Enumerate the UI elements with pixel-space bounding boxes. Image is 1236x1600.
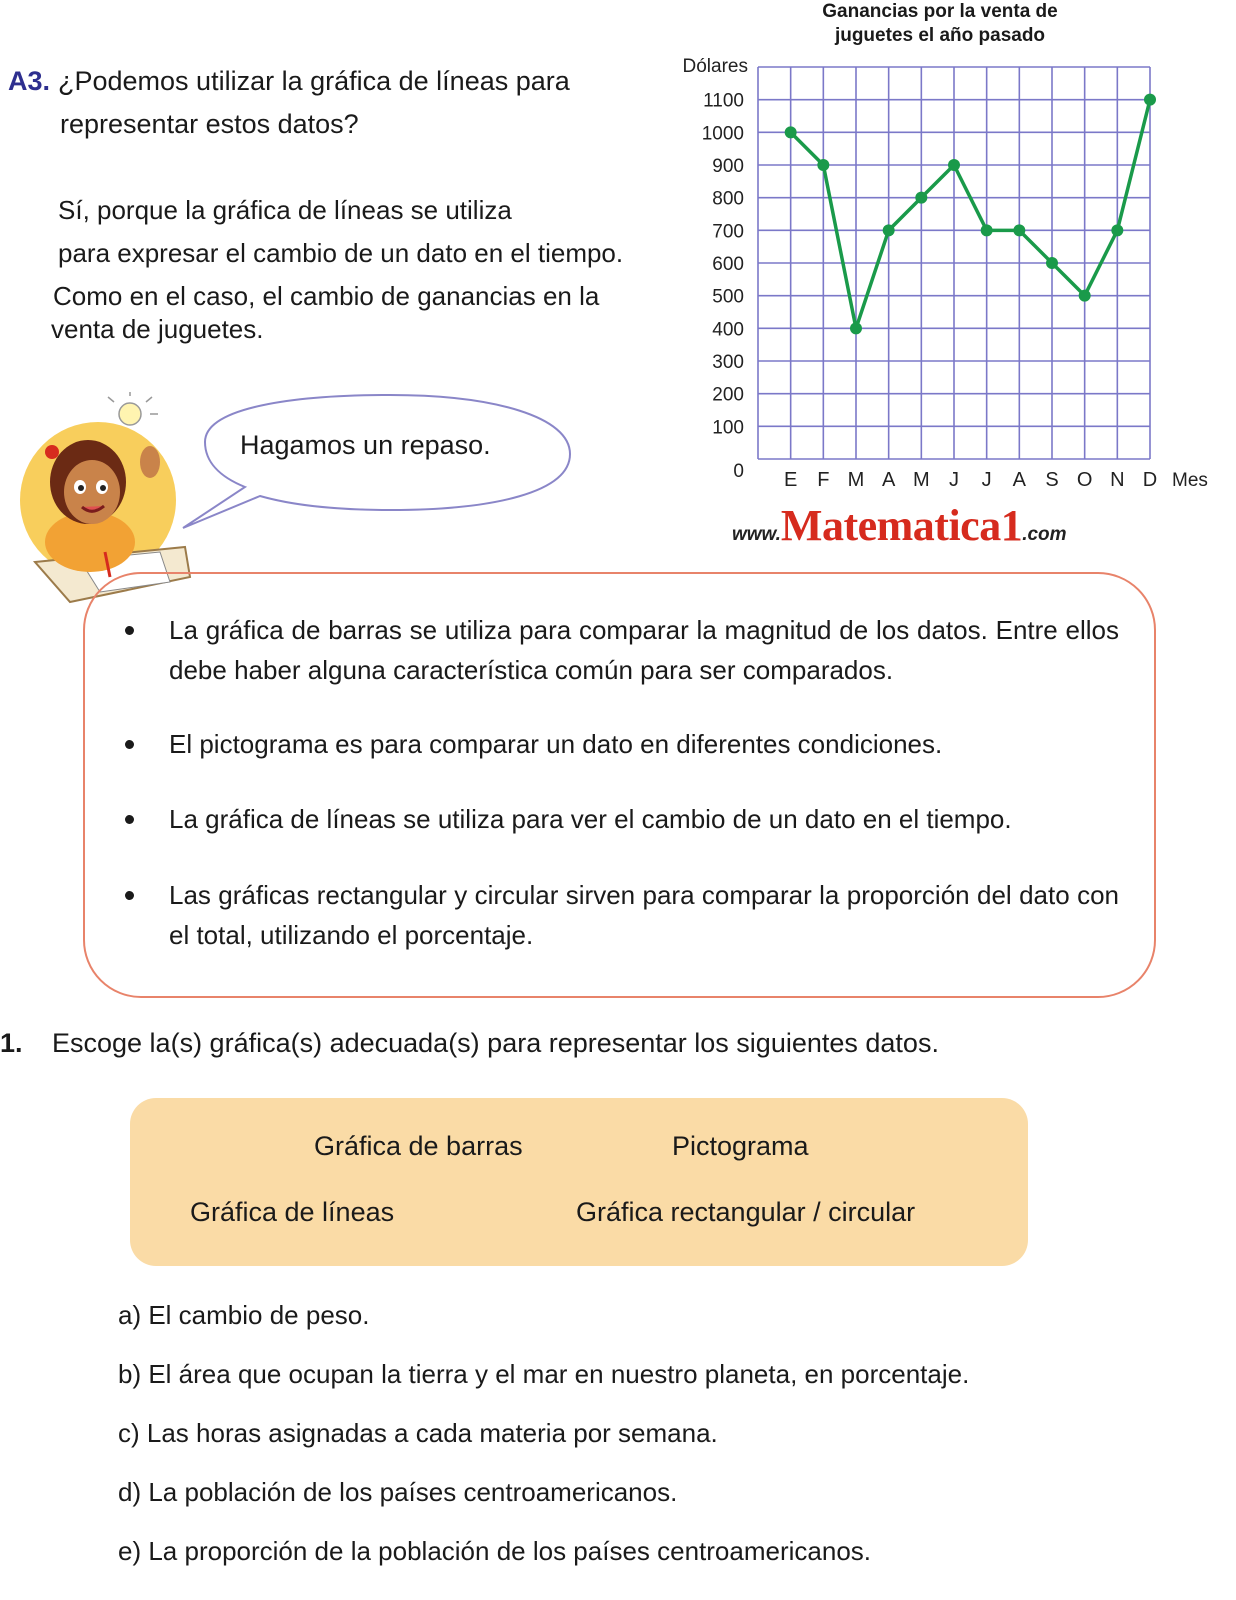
x-tick-label: F	[817, 469, 830, 491]
exercise-item-b: b) El área que ocupan la tierra y el mar en nuestro planeta, en porcentaje.	[118, 1359, 970, 1389]
x-tick-label: E	[783, 469, 798, 491]
chart-y-ticks	[702, 91, 744, 482]
bullet-dot-icon	[125, 740, 134, 749]
answer-line-2: para expresar el cambio de un dato en el tiempo.	[58, 238, 624, 268]
question-line-1: ¿Podemos utilizar la gráfica de líneas para	[58, 66, 570, 96]
data-point	[915, 192, 927, 204]
chart-x-ticks	[784, 469, 1157, 491]
y-tick-label: 200	[712, 384, 744, 406]
data-point	[981, 224, 993, 236]
series-points	[785, 94, 1156, 335]
bullet-dot-icon	[125, 815, 134, 824]
series-line	[791, 100, 1150, 329]
x-tick-label: A	[881, 469, 896, 491]
data-point	[1079, 290, 1091, 302]
y-tick-label: 300	[712, 352, 744, 373]
data-point	[948, 159, 960, 171]
x-tick-label: J	[949, 469, 959, 491]
exercise-item-d: d) La población de los países centroamericanos.	[118, 1477, 678, 1507]
option-rect-circle-chart: Gráfica rectangular / circular	[576, 1197, 916, 1227]
option-bar-chart: Gráfica de barras	[314, 1131, 523, 1161]
y-tick-label: 800	[712, 188, 744, 210]
answer-line-1: Sí, porque la gráfica de líneas se utiliza	[58, 195, 512, 225]
logo-suffix: .com	[1022, 524, 1067, 545]
data-point	[850, 322, 862, 334]
y-tick-label: 100	[712, 417, 744, 439]
line-chart	[660, 0, 1236, 500]
speech-bubble	[175, 392, 575, 532]
answer-line-4: venta de juguetes.	[51, 314, 264, 344]
site-logo[interactable]	[732, 500, 1067, 551]
review-box: La gráfica de barras se utiliza para comparar la magnitud de los datos. Entre ellos debe haber alguna característica común para ser comparados. El pictograma es para comparar un dato en diferentes condiciones. La gráfica de líneas se utiliza para ver el cambio de un dato en el tiempo. Las gráficas rectangular y circular sirven para comparar la proporción del dato con el total, utilizando el porcentaje.	[83, 572, 1156, 998]
y-tick-label: 400	[712, 319, 744, 341]
chart-y-label: Dólares	[682, 56, 748, 77]
logo-name: Matematica1	[780, 501, 1023, 550]
y-tick-label: 600	[712, 254, 744, 275]
x-tick-label: M	[847, 469, 865, 491]
x-tick-label: N	[1110, 469, 1125, 491]
chart-x-label: Mes	[1172, 470, 1208, 491]
exercise-number: 1.	[0, 1028, 23, 1058]
exercise-item-e: e) La proporción de la población de los países centroamericanos.	[118, 1536, 872, 1566]
data-point	[1111, 224, 1123, 236]
x-tick-label: A	[1012, 469, 1027, 491]
chart-options-box	[130, 1098, 1028, 1266]
logo-prefix: www.	[732, 524, 781, 545]
answer-line-3: Como en el caso, el cambio de ganancias en la	[53, 281, 600, 311]
y-tick-label: 1000	[701, 123, 744, 145]
option-pictogram: Pictograma	[672, 1131, 809, 1161]
y-tick-label: 500	[712, 286, 744, 308]
data-point	[785, 126, 797, 138]
bullet-dot-icon	[125, 626, 134, 635]
exercise-item-a: a) El cambio de peso.	[118, 1300, 370, 1330]
lightbulb-icon	[119, 403, 141, 425]
y-tick-label: 900	[712, 156, 744, 177]
chart-title-line-2: juguetes el año pasado	[834, 25, 1046, 46]
data-point	[817, 159, 829, 171]
question-line-2: representar estos datos?	[60, 109, 359, 139]
speech-bubble-text: Hagamos un repaso.	[240, 430, 491, 460]
x-tick-label: M	[912, 469, 930, 491]
exercise-instruction: Escoge la(s) gráfica(s) adecuada(s) para representar los siguientes datos.	[52, 1028, 939, 1058]
data-point	[1144, 94, 1156, 106]
y-tick-label: 0	[733, 461, 744, 482]
x-tick-label: O	[1076, 469, 1093, 491]
option-line-chart: Gráfica de líneas	[190, 1197, 395, 1227]
chart-title-line-1: Ganancias por la venta de	[822, 1, 1058, 22]
exercise-item-c: c) Las horas asignadas a cada materia por semana.	[118, 1418, 718, 1448]
bullet-dot-icon	[125, 891, 134, 900]
question-label: A3.	[8, 66, 51, 96]
data-point	[1046, 257, 1058, 269]
x-tick-label: S	[1045, 469, 1059, 491]
x-tick-label: J	[981, 469, 992, 491]
y-tick-label: 1100	[703, 90, 744, 112]
x-tick-label: D	[1142, 469, 1158, 491]
data-point	[1013, 224, 1025, 236]
y-tick-label: 700	[712, 221, 744, 243]
data-point	[883, 224, 895, 236]
chart-grid	[758, 67, 1150, 459]
